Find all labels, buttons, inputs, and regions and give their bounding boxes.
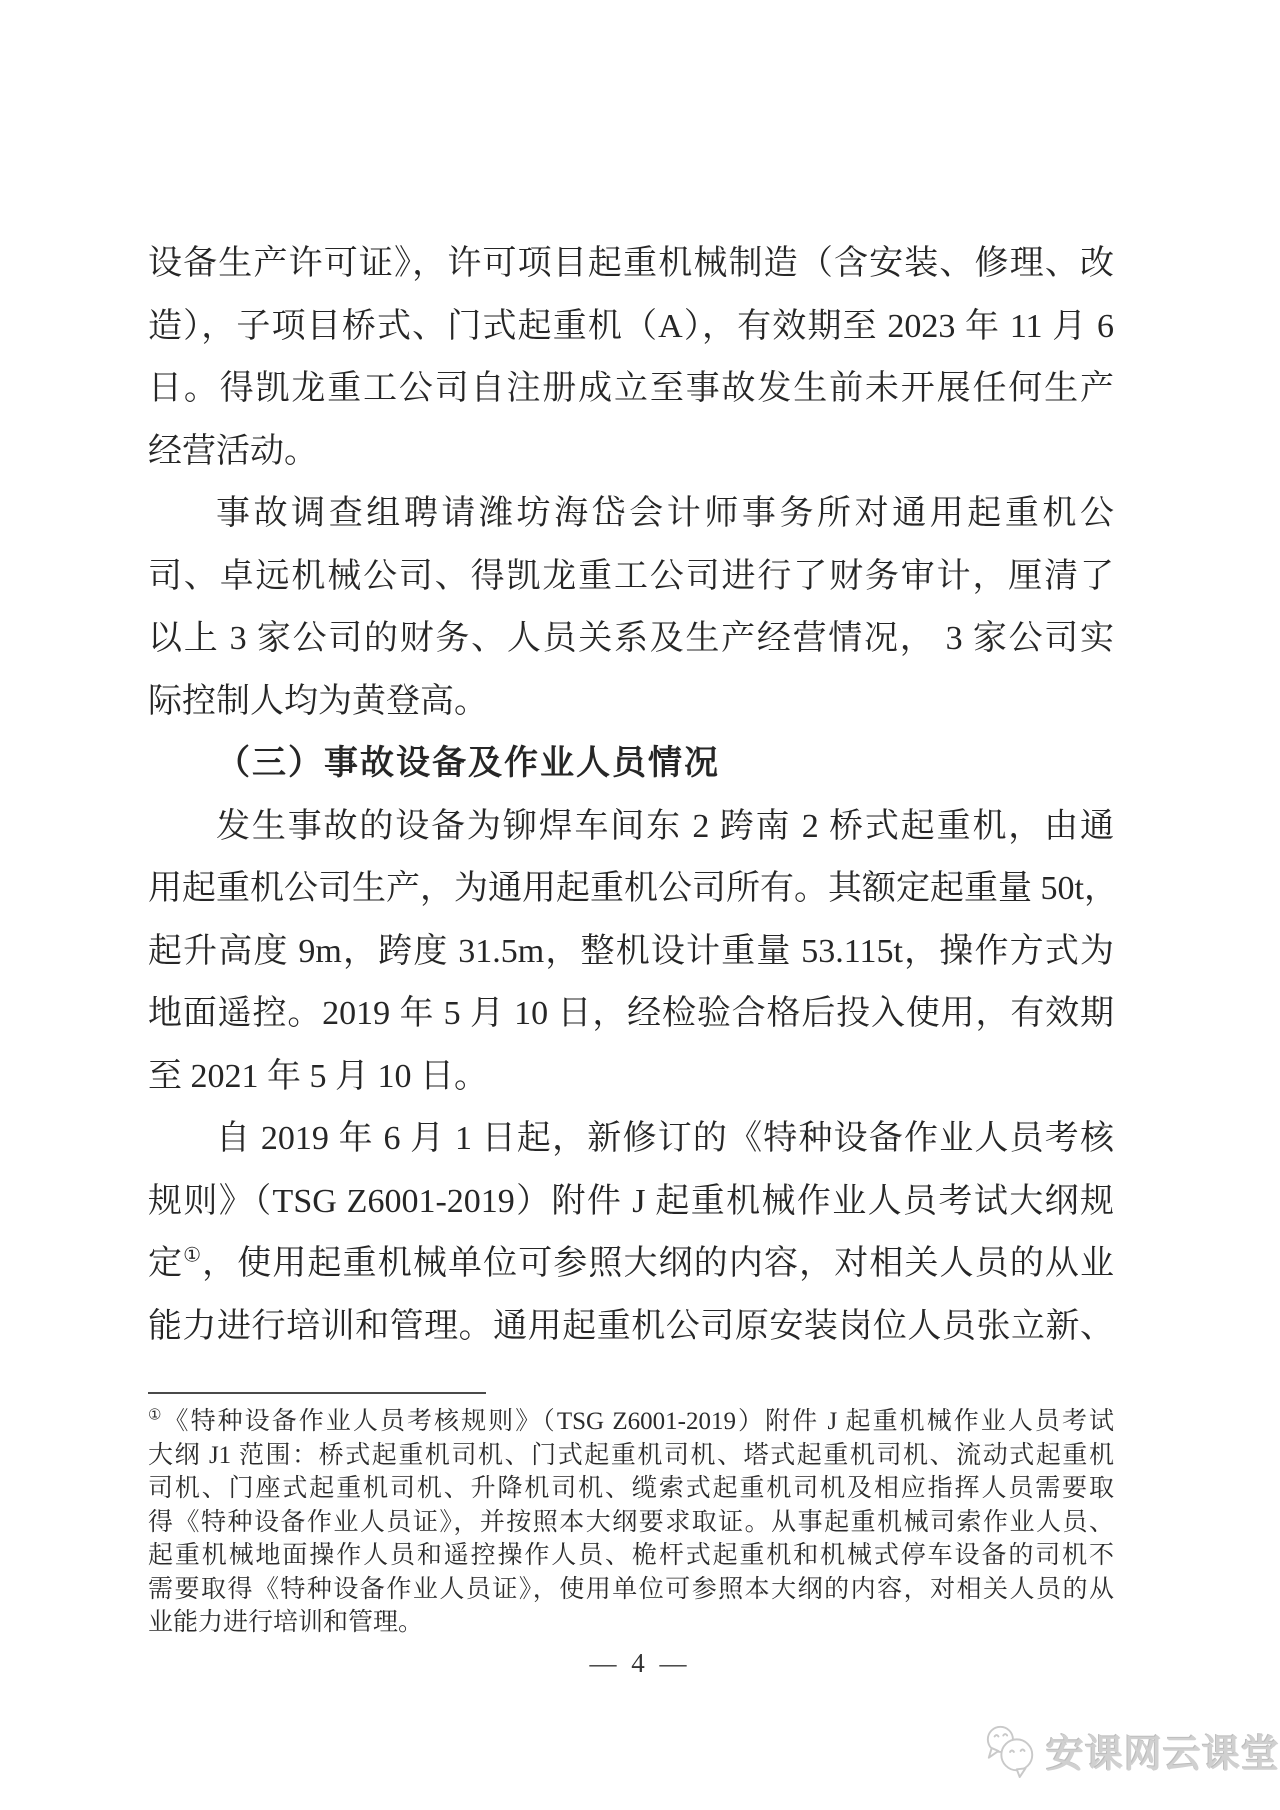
footnote-text-segment: 《特种设备作业人员考核规则》（TSG Z6001-2019）附件 J 起重机械作业人员考试: [163, 1408, 1115, 1435]
body-line-paragraph-start: 自 2019 年 6 月 1 日起，新修订的《特种设备作业人员考核: [216, 1120, 1114, 1157]
footnote-line: [148, 1405, 1114, 1439]
footnote-line: 司机、门座式起重机司机、升降机司机、缆索式起重机司机及相应指挥人员需要取: [148, 1475, 1114, 1502]
body-text-segment: ，使用起重机械单位可参照大纲的内容，对相关人员的从业: [202, 1245, 1115, 1282]
chat-bubbles-icon: [982, 1722, 1040, 1778]
watermark: [982, 1722, 1280, 1778]
body-text: [148, 233, 1118, 1358]
footnote-line: 起重机械地面操作人员和遥控操作人员、桅杆式起重机和机械式停车设备的司机不: [148, 1542, 1114, 1569]
body-line-paragraph-end: 经营活动。: [148, 432, 318, 470]
footnote-line: 需要取得《特种设备作业人员证》，使用单位可参照本大纲的内容，对相关人员的从: [148, 1575, 1114, 1603]
footnote-reference-mark: ①: [183, 1244, 203, 1267]
footnote-number-mark: ①: [148, 1407, 164, 1424]
body-line-paragraph-start: 发生事故的设备为铆焊车间东 2 跨南 2 桥式起重机，由通: [216, 807, 1114, 845]
body-line: 司、卓远机械公司、得凯龙重工公司进行了财务审计，厘清了: [148, 557, 1114, 595]
body-line: 设备生产许可证》，许可项目起重机械制造（含安装、修理、改: [148, 245, 1114, 282]
body-text-segment: 定: [148, 1245, 184, 1282]
body-line: 规则》（TSG Z6001-2019）附件 J 起重机械作业人员考试大纲规: [148, 1182, 1114, 1220]
body-line: 地面遥控。2019 年 5 月 10 日，经检验合格后投入使用，有效期: [148, 995, 1114, 1032]
body-line: 能力进行培训和管理。通用起重机公司原安装岗位人员张立新、: [148, 1307, 1114, 1345]
footnote-line: 得《特种设备作业人员证》，并按照本大纲要求取证。从事起重机械司索作业人员、: [148, 1508, 1114, 1536]
page-number: — 4 —: [589, 1648, 691, 1678]
body-line-paragraph-start: 事故调查组聘请潍坊海岱会计师事务所对通用起重机公: [216, 495, 1114, 532]
watermark-text: 安课网云课堂: [1046, 1733, 1280, 1776]
body-line-paragraph-end: 际控制人均为黄登高。: [148, 682, 488, 720]
footnote-line: 大纲 J1 范围：桥式起重机司机、门式起重机司机、塔式起重机司机、流动式起重机: [148, 1441, 1114, 1469]
section-heading: （三）事故设备及作业人员情况: [216, 745, 720, 782]
footnote: [148, 1405, 1114, 1640]
body-line: 用起重机公司生产，为通用起重机公司所有。其额定起重量 50t，: [148, 870, 1118, 907]
footnote-separator: [148, 1392, 486, 1394]
footnote-line-end: 业能力进行培训和管理。: [148, 1609, 424, 1636]
body-line: 造），子项目桥式、门式起重机（A），有效期至 2023 年 11 月 6: [148, 307, 1114, 345]
body-line: 以上 3 家公司的财务、人员关系及生产经营情况， 3 家公司实: [148, 620, 1114, 657]
body-line: 起升高度 9m，跨度 31.5m，整机设计重量 53.115t，操作方式为: [148, 932, 1114, 970]
body-line: 日。得凯龙重工公司自注册成立至事故发生前未开展任何生产: [148, 370, 1114, 407]
body-line-with-footnote-ref: [148, 1233, 1114, 1296]
body-line-paragraph-end: 至 2021 年 5 月 10 日。: [148, 1057, 488, 1095]
